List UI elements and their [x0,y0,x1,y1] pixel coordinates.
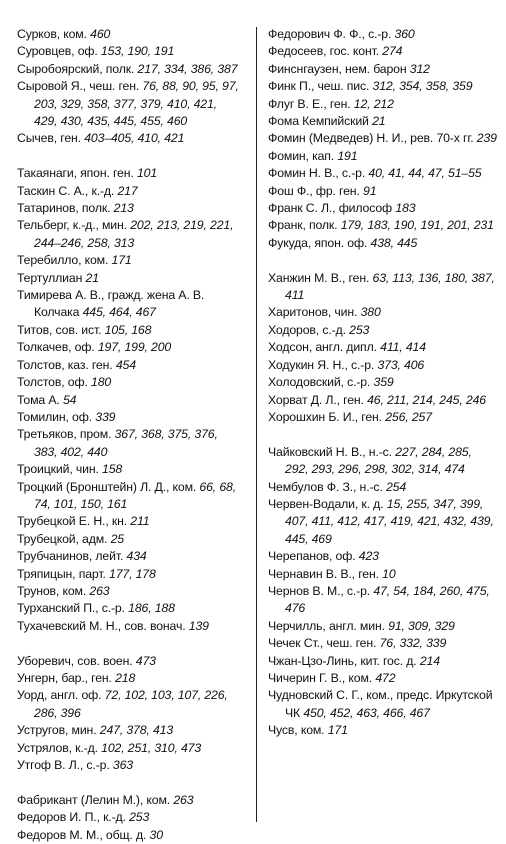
entry-name: Ходоров, с.-д. [268,322,346,337]
index-entry [268,548,498,565]
index-entry [268,339,498,356]
entry-pages: 186, 188 [128,601,175,616]
index-entry [17,61,241,78]
entry-pages: 473 [135,653,156,668]
entry-name: Черчилль, англ. мин. [268,618,385,633]
entry-name: Устругов, мин. [17,723,97,738]
entry-name: Такаянаги, япон. ген. [17,166,134,181]
entry-pages: 218 [115,671,136,685]
index-column-right [268,26,498,740]
index-entry [268,479,498,496]
index-entry [268,583,498,618]
entry-name: Харитонов, чин. [268,305,358,320]
index-entry [17,740,241,757]
entry-name: Теребилло, ком. [17,253,109,268]
index-entry [17,322,241,339]
entry-name: Чудновский С. Г., ком., предс. Иркутской ЧК [268,688,493,720]
index-entry [268,78,498,95]
index-entry [268,566,498,583]
entry-name: Сычев, ген. [17,131,81,146]
entry-pages: 360 [394,27,415,41]
index-entry [17,426,241,461]
entry-name: Ходукин Я. Н., с.-р. [268,357,375,372]
entry-pages: 66, 68, 74, 101, 150, 161 [34,479,236,511]
entry-name: Тома А. [17,392,60,407]
entry-name: Трубецкой Е. Н., кн. [17,514,127,529]
entry-pages: 197, 199, 200 [97,340,172,355]
index-entry [268,200,498,217]
index-entry [17,531,241,548]
entry-name: Хорват Д. Л., ген. [268,392,364,407]
entry-pages: 274 [382,44,403,59]
entry-pages: 423 [358,549,379,564]
entry-name: Третьяков, пром. [17,427,112,442]
index-entry [17,670,241,687]
index-entry [17,479,241,514]
entry-name: Фомин (Медведев) Н. И., рев. 70-х гг. [268,131,474,146]
entry-pages: 202, 213, 219, 221, 244–246, 258, 313 [34,218,234,250]
entry-pages: 254 [385,479,407,494]
index-entry [17,165,241,182]
index-entry [17,409,241,426]
entry-pages: 312 [409,61,430,76]
entry-pages: 253 [349,322,370,337]
entry-pages: 72, 102, 103, 107, 226, 286, 396 [34,688,228,720]
entry-name: Франк, полк. [268,218,338,233]
entry-pages: 91, 309, 329 [388,618,455,633]
column-divider [256,27,257,822]
entry-name: Франк С. Л., философ [268,201,393,216]
entry-name: Финснгаузен, нем. барон [268,61,407,76]
index-entry [268,374,498,391]
index-entry [268,43,498,60]
entry-pages: 47, 54, 184, 260, 475, 476 [285,583,490,616]
entry-pages: 472 [375,671,396,685]
entry-name: Фомин, кап. [268,148,335,163]
entry-name: Чайковский Н. В., н.-с. [268,444,392,459]
entry-name: Уборевич, сов. воен. [17,653,133,668]
entry-pages: 191 [337,148,358,163]
index-entry [268,270,498,305]
index-column-left [17,26,241,844]
entry-pages: 411, 414 [380,340,426,355]
entry-name: Холодовский, с.-р. [268,375,371,390]
entry-name: Чечек Ст., чеш. ген. [268,636,377,651]
index-entry [17,357,241,374]
entry-pages: 158 [102,462,123,477]
index-entry [17,618,241,635]
entry-name: Фабрикант (Лелин М.), ком. [17,792,171,807]
entry-name: Ходсон, англ. дипл. [268,340,377,355]
entry-pages: 373, 406 [377,357,425,372]
entry-name: Толстов, каз. ген. [17,357,113,372]
index-entry [268,130,498,147]
entry-name: Томилин, оф. [17,409,92,424]
index-entry [268,618,498,635]
index-entry [17,566,241,583]
entry-name: Турханский П., с.-р. [17,601,125,616]
entry-name: Черепанов, оф. [268,549,356,564]
entry-name: Тертуллиан [17,270,83,285]
entry-pages: 40, 41, 44, 47, 51–55 [368,166,482,181]
entry-name: Чусв, ком. [268,723,325,738]
entry-pages: 153, 190, 191 [100,44,175,59]
entry-pages: 434 [126,549,147,564]
index-entry [17,461,241,478]
entry-name: Трунов, ком. [17,583,87,598]
index-entry [268,61,498,78]
entry-pages: 180 [91,375,112,390]
entry-name: Фукуда, япон. оф. [268,235,368,250]
entry-name: Хорошхин Б. И., ген. [268,409,382,424]
index-entry [268,304,498,321]
letter-group-gap [17,774,241,791]
entry-pages: 183 [395,201,416,216]
entry-pages: 263 [173,792,194,807]
entry-name: Червен-Водали, к. д. [268,496,384,511]
entry-pages: 171 [327,723,348,738]
index-entry [17,26,241,43]
entry-pages: 63, 113, 136, 180, 387, 411 [285,270,495,303]
index-entry [17,78,241,130]
entry-pages: 339 [95,409,116,424]
letter-group-gap [268,426,498,443]
entry-name: Утгоф В. Л., с.-р. [17,758,110,773]
entry-name: Федосеев, гос. конт. [268,44,379,59]
entry-name: Сыровой Я., чеш. ген. [17,79,140,94]
index-entry [17,200,241,217]
entry-name: Троицкий, чин. [17,462,99,477]
entry-name: Флуг В. Е., ген. [268,96,351,111]
entry-name: Федорович Ф. Ф., с.-р. [268,27,392,41]
entry-pages: 10 [382,566,396,581]
entry-name: Чембулов Ф. З., н.-с. [268,479,383,494]
entry-pages: 438, 445 [370,235,418,250]
index-entry [17,653,241,670]
letter-group-gap [268,252,498,269]
entry-name: Толкачев, оф. [17,340,95,355]
index-entry [17,792,241,809]
entry-pages: 46, 211, 214, 245, 246 [367,392,486,407]
entry-name: Тряпицын, парт. [17,566,106,581]
entry-pages: 177, 178 [109,566,156,581]
entry-pages: 12, 212 [353,96,394,111]
entry-pages: 15, 255, 347, 399, 407, 411, 412, 417, 419, 421, 432, 439, 445, 469 [285,496,494,546]
entry-pages: 76, 88, 90, 95, 97, 203, 329, 358, 377, 379, 410, 421, 429, 430, 435, 445, 455, 460 [34,79,239,129]
index-entry [268,409,498,426]
entry-name: Толстов, оф. [17,375,88,390]
entry-name: Чичерин Г. В., ком. [268,671,373,685]
entry-name: Сыробоярский, полк. [17,61,135,76]
entry-pages: 454 [115,357,136,372]
index-entry [268,444,498,479]
entry-name: Тухачевский М. Н., сов. вонач. [17,618,186,633]
index-entry [268,392,498,409]
index-entry [17,374,241,391]
index-entry [17,687,241,722]
entry-pages: 102, 251, 310, 473 [101,740,202,755]
index-entry [268,653,498,670]
entry-pages: 445, 464, 467 [82,305,156,320]
entry-name: Татаринов, полк. [17,201,111,216]
entry-pages: 21 [372,114,386,129]
index-entry [268,113,498,130]
entry-name: Фош Ф., фр. ген. [268,183,360,198]
entry-name: Федоров И. П., к.-д. [17,810,126,825]
entry-pages: 21 [85,270,99,285]
index-entry [17,827,241,844]
index-entry [17,217,241,252]
index-entry [17,583,241,600]
entry-pages: 263 [89,583,110,598]
index-entry [268,322,498,339]
index-entry [17,513,241,530]
entry-name: Троцкий (Бронштейн) Л. Д., ком. [17,479,197,494]
entry-pages: 367, 368, 375, 376, 383, 402, 440 [34,427,218,459]
entry-pages: 25 [110,531,124,546]
entry-name: Трубчанинов, лейт. [17,549,124,564]
entry-pages: 403–405, 410, 421 [84,131,185,146]
entry-pages: 213 [113,201,134,216]
entry-name: Фомин Н. В., с.-р. [268,166,366,181]
index-entry [268,635,498,652]
entry-pages: 91 [363,183,377,198]
letter-group-gap [17,148,241,165]
index-entry [17,287,241,322]
entry-pages: 54 [62,392,77,407]
entry-name: Федоров М. М., общ. д. [17,827,147,842]
index-entry [17,270,241,287]
entry-name: Фома Кемпийский [268,114,369,129]
entry-name: Трубецкой, адм. [17,531,108,546]
index-entry [17,339,241,356]
entry-pages: 363 [112,758,133,773]
entry-pages: 101 [136,166,158,181]
index-entry [268,183,498,200]
entry-name: Финк П., чеш. пис. [268,79,370,94]
index-entry [17,809,241,826]
index-entry [268,235,498,252]
entry-pages: 139 [188,618,209,633]
entry-pages: 171 [111,253,132,268]
entry-pages: 239 [476,131,497,146]
entry-name: Чжан-Цзо-Линь, кит. гос. д. [268,653,417,668]
entry-name: Таскин С. А., к.-д. [17,183,115,198]
index-entry [268,148,498,165]
entry-pages: 359 [373,375,394,390]
index-entry [268,687,498,722]
entry-name: Тельберг, к.-д., мин. [17,218,127,233]
entry-pages: 105, 168 [104,322,152,337]
entry-pages: 450, 452, 463, 466, 467 [303,705,430,720]
entry-name: Чернавин В. В., ген. [268,566,379,581]
index-entry [17,252,241,269]
entry-pages: 217, 334, 386, 387 [137,61,238,76]
entry-pages: 227, 284, 285, 292, 293, 296, 298, 302, 314, 474 [285,444,472,477]
index-entry [17,548,241,565]
index-entry [17,600,241,617]
entry-name: Тимирева А. В., гражд. жена А. В. Колчака [17,288,205,320]
index-entry [268,357,498,374]
index-entry [268,670,498,687]
entry-pages: 253 [129,810,150,825]
entry-pages: 256, 257 [385,409,432,424]
entry-pages: 211 [130,514,150,529]
entry-name: Унгерн, бар., ген. [17,671,112,685]
entry-name: Титов, сов. ист. [17,322,102,337]
index-entry [268,496,498,548]
entry-name: Ханжин М. В., ген. [268,270,370,285]
letter-group-gap [17,635,241,652]
index-entry [268,165,498,182]
index-entry [17,722,241,739]
entry-pages: 217 [117,183,138,198]
entry-pages: 380 [360,305,381,320]
index-entry [268,96,498,113]
index-entry [268,217,498,234]
index-entry [17,757,241,774]
index-entry [17,43,241,60]
entry-name: Суровцев, оф. [17,44,98,59]
entry-pages: 76, 332, 339 [379,636,447,651]
index-entry [268,722,498,739]
entry-pages: 30 [149,827,163,842]
entry-pages: 460 [90,27,111,41]
index-entry [17,183,241,200]
index-entry [268,26,498,43]
entry-name: Уорд, англ. оф. [17,688,102,703]
entry-name: Сурков, ком. [17,27,87,41]
entry-pages: 179, 183, 190, 191, 201, 231 [340,218,494,233]
entry-pages: 312, 354, 358, 359 [372,79,473,94]
entry-name: Устрялов, к.-д. [17,740,98,755]
entry-name: Чернов В. М., с.-р. [268,583,371,598]
index-entry [17,392,241,409]
entry-pages: 214 [419,653,440,668]
index-entry [17,130,241,147]
entry-pages: 247, 378, 413 [99,723,174,738]
